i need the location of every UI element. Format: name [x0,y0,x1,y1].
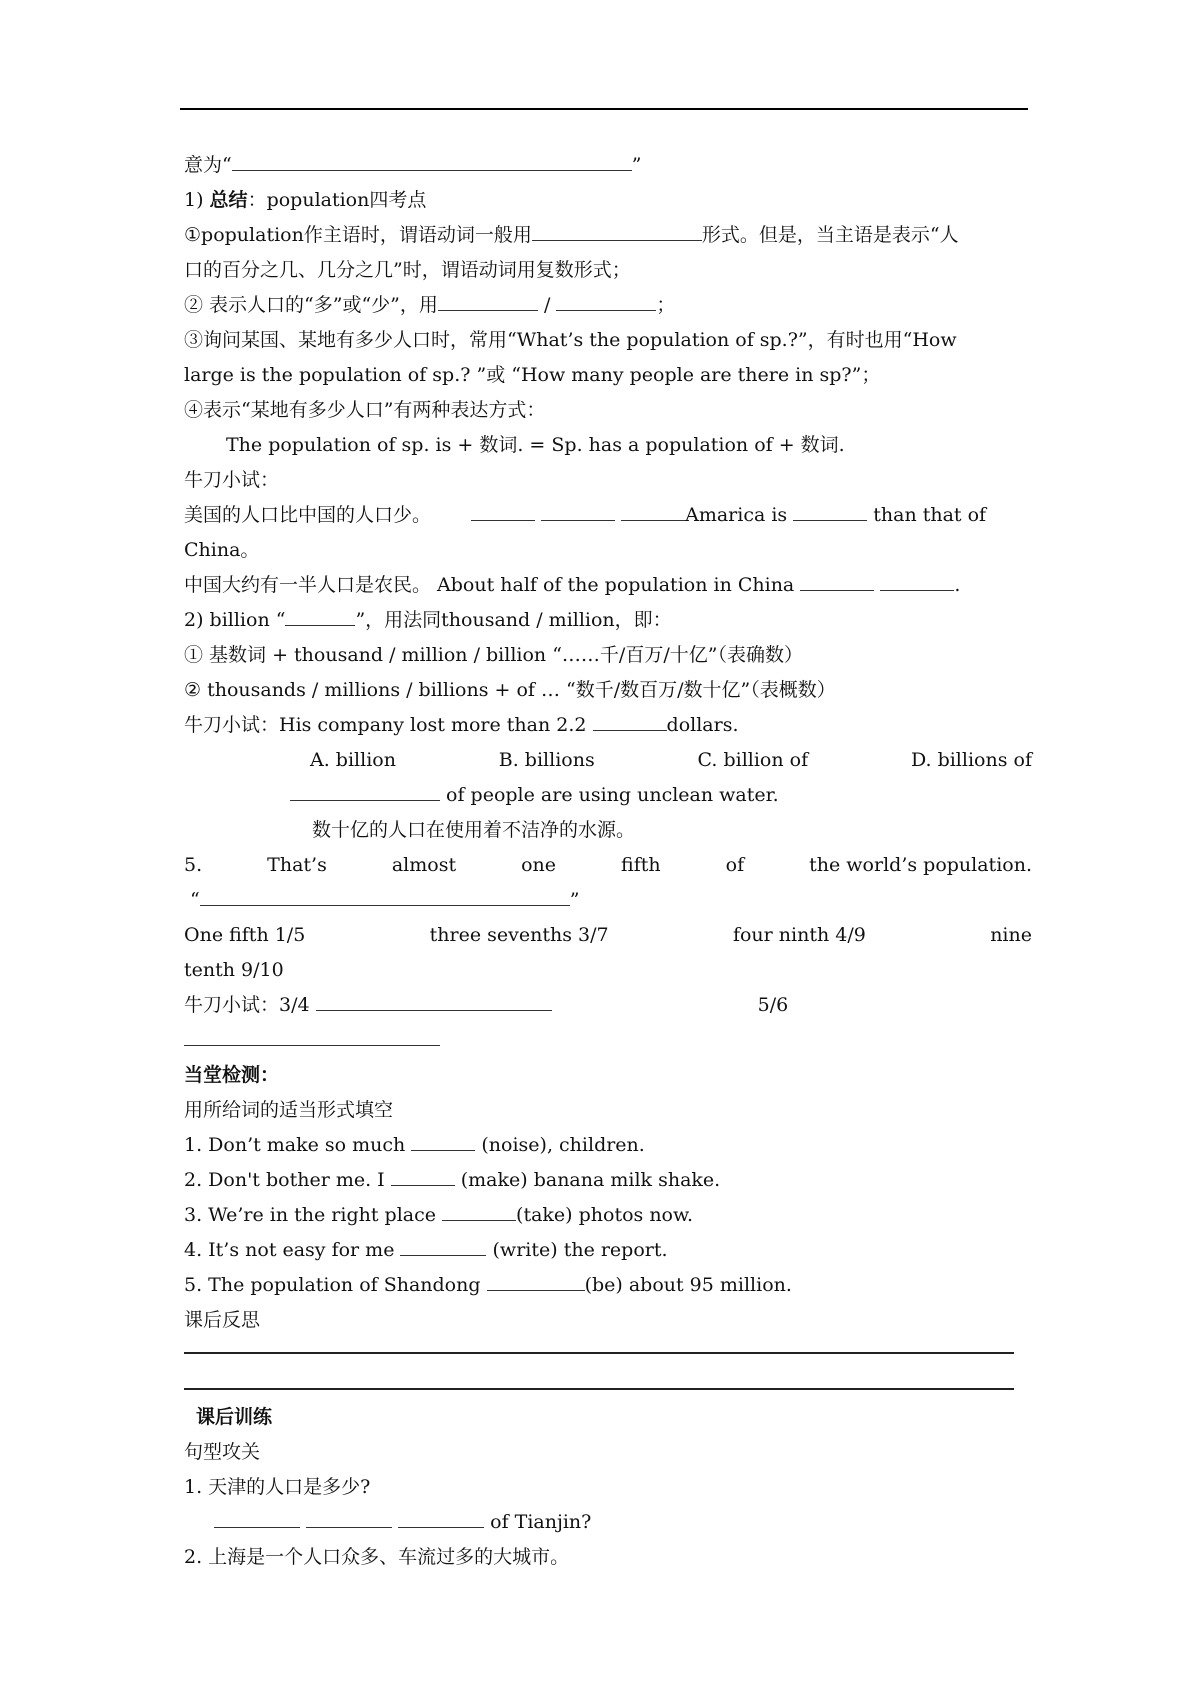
choice-row [310,743,1032,777]
hw-question-2 [184,1540,1032,1574]
blank [471,498,535,521]
text: “ [190,889,200,911]
billion-rule-2 [184,673,1032,707]
text: 2. 上海是一个人口众多、车流过多的大城市。 [184,1546,570,1568]
text: (be) about 95 million. [584,1274,792,1296]
answer-blank[interactable] [442,1198,516,1221]
summary-heading [184,183,1032,217]
exercise-water [290,778,1032,812]
billion-line [184,603,1032,637]
fractions-cont [184,953,1032,987]
blank [184,1023,440,1046]
text: three sevenths 3/7 [429,924,609,946]
text: ④表示“某地有多少人口”有两种表达方式： [184,399,546,421]
text: 3. We’re in the right place [184,1204,443,1226]
line-meaning [184,148,1032,182]
section-class-test [184,1058,1032,1092]
point-3 [184,323,1032,357]
option-d[interactable]: D. billions of [910,749,1032,771]
answer-blank[interactable] [487,1268,585,1291]
text: China。 [184,539,260,561]
text: . [954,574,961,596]
text: 中国大约有一半人口是农民。 About half of the population in China [184,574,801,596]
text: 牛刀小试： [184,469,280,491]
text: 当堂检测： [184,1064,280,1086]
text: 总结 [209,189,248,211]
text: 4. It’s not easy for me [184,1239,401,1261]
answer-blank[interactable] [411,1128,475,1151]
blank [880,568,954,591]
text: four ninth 4/9 [732,924,866,946]
text: nine [990,924,1032,946]
text: than that of [867,504,987,526]
exercise-water-cn [312,813,1032,847]
exercise-america [184,498,1032,532]
text: That’s [267,854,327,876]
text: One fifth 1/5 [184,924,306,946]
option-a[interactable]: A. billion [310,749,396,771]
text: 2. Don't bother me. I [184,1169,391,1191]
blank [290,778,440,801]
text: 口的百分之几、几分之几”时，谓语动词用复数形式； [184,259,631,281]
point-2 [184,288,1032,322]
text: 形式。但是，当主语是表示“人 [701,224,959,246]
answer-blank[interactable] [214,1505,300,1528]
text: of people are using unclean water. [440,784,779,806]
header-rule [180,108,1028,110]
blank [232,148,632,171]
exercise-china [184,568,1032,602]
text: large is the population of sp.? ”或 “How many people are there in sp?”； [184,364,881,386]
blank [800,568,874,591]
text: of Tianjin? [484,1511,592,1533]
answer-blank[interactable] [400,1233,486,1256]
question-2 [184,1163,1032,1197]
text: tenth 9/10 [184,959,284,981]
text: 1) [184,189,210,211]
text: ” [569,889,580,911]
fifth-line [184,848,1032,882]
text: 5. [184,854,203,876]
reflection-line-2[interactable] [184,1388,1014,1390]
text: ：population四考点 [247,189,427,211]
blank [793,498,867,521]
text: (take) photos now. [516,1204,694,1226]
blank [438,288,538,311]
blank [285,603,355,626]
text: Amarica is [685,504,794,526]
text: ② 表示人口的“多”或“少”，用 [184,294,438,316]
fractions-line [184,918,1032,952]
subsection-sentences [184,1435,1032,1469]
exercise-america-cont [184,533,1032,567]
section-homework [196,1400,1032,1434]
question-1 [184,1128,1032,1162]
answer-blank[interactable] [306,1505,392,1528]
text: 课后反思 [184,1309,261,1331]
blank [532,218,702,241]
exercise-company [184,708,1032,742]
point-1-cont [184,253,1032,287]
text: 课后训练 [196,1406,273,1428]
answer-blank[interactable] [391,1163,455,1186]
text: (make) banana milk shake. [454,1169,721,1191]
text: 5. The population of Shandong [184,1274,487,1296]
question-4 [184,1233,1032,1267]
point-4 [184,393,1032,427]
text: 5/6 [757,994,789,1016]
text: ③询问某国、某地有多少人口时，常用“What’s the population of sp.?”，有时也用“How [184,329,957,351]
question-3 [184,1198,1032,1232]
try-it-label [184,463,1032,497]
text: 用所给词的适当形式填空 [184,1099,394,1121]
text: ； [656,294,676,316]
text: 意为“ [184,154,232,176]
text: ①population作主语时，谓语动词一般用 [184,224,532,246]
fifth-meaning [190,883,1032,917]
blank [593,708,667,731]
answer-blank[interactable] [398,1505,484,1528]
instruction [184,1093,1032,1127]
text: ”，用法同thousand / million，即： [355,609,672,631]
reflection-label [184,1303,1032,1337]
text: fifth [621,854,661,876]
text: ① 基数词 + thousand / million / billion “……千/百万/十亿”（表确数） [184,644,803,666]
blank [200,883,570,906]
text: 1. 天津的人口是多少? [184,1476,371,1498]
text: one [521,854,557,876]
text: almost [391,854,457,876]
text: 2) billion “ [184,609,286,631]
text: ② thousands / millions / billions + of … “数千/数百万/数十亿”（表概数） [184,679,836,701]
billion-rule-1 [184,638,1032,672]
option-c[interactable]: C. billion of [697,749,809,771]
text: 句型攻关 [184,1441,261,1463]
text: ” [631,154,642,176]
text: of [725,854,745,876]
exercise-fractions-cont [184,1023,1032,1057]
exercise-fractions [184,988,1032,1022]
text: The population of sp. is + 数词. = Sp. has a population of + 数词. [226,434,845,456]
hw-question-1-answer [214,1505,1032,1539]
blank [621,498,685,521]
option-b[interactable]: B. billions [498,749,595,771]
blank [556,288,656,311]
hw-question-1 [184,1470,1032,1504]
point-1 [184,218,1032,252]
text: 牛刀小试：His company lost more than 2.2 [184,714,593,736]
text: (write) the report. [486,1239,668,1261]
blank [541,498,615,521]
text: 1. Don’t make so much [184,1134,412,1156]
question-5 [184,1268,1032,1302]
text: dollars. [666,714,739,736]
point-3-cont [184,358,1032,392]
text: 美国的人口比中国的人口少。 [184,504,432,526]
text: 数十亿的人口在使用着不洁净的水源。 [312,819,636,841]
text: (noise), children. [475,1134,645,1156]
formula-line [226,428,1032,462]
text: / [537,294,557,316]
text: 牛刀小试：3/4 [184,994,316,1016]
text: the world’s population. [809,854,1032,876]
reflection-line-1[interactable] [184,1352,1014,1354]
blank [316,988,552,1011]
